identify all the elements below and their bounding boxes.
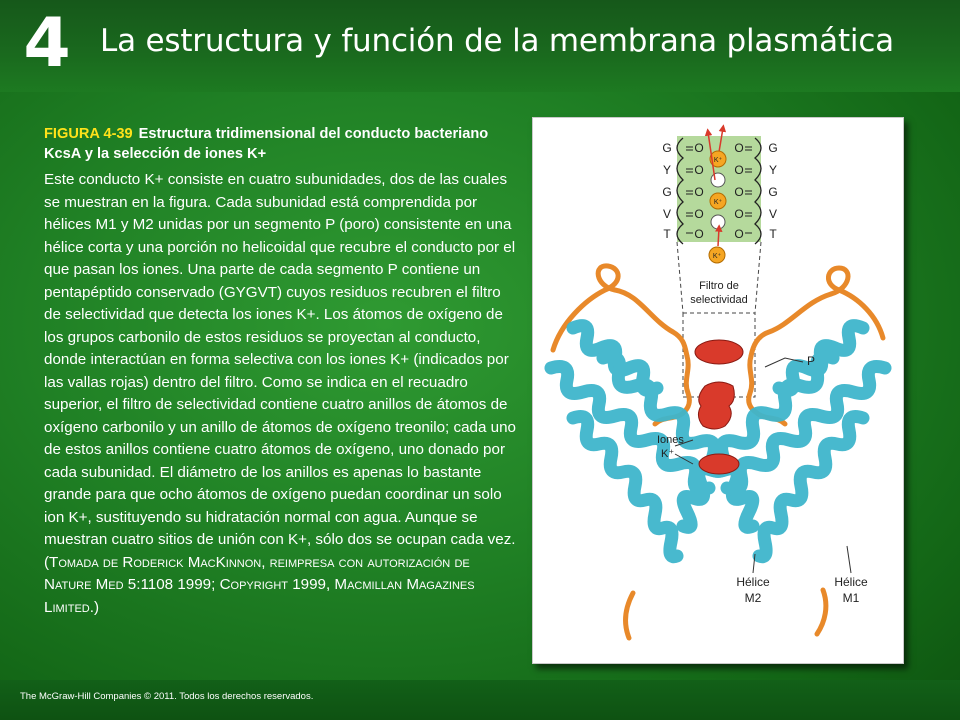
residue-labels-left bbox=[662, 141, 671, 241]
oxygen-label-right-3: O bbox=[734, 207, 744, 221]
oxygen-label-left-3: O bbox=[694, 207, 704, 221]
k-ion-3-label: K⁺ bbox=[712, 253, 722, 260]
oxygen-label-right-4: O bbox=[734, 227, 744, 241]
oxygen-label-right-1: O bbox=[734, 163, 744, 177]
residue-label-right-0: G bbox=[768, 141, 778, 155]
oxygen-label-left-1: O bbox=[694, 163, 704, 177]
body-paragraph bbox=[44, 169, 518, 619]
oxygen-label-left-2: O bbox=[694, 185, 704, 199]
k-ion-2-label: K⁺ bbox=[713, 199, 723, 206]
p-segment-label: P bbox=[807, 354, 816, 368]
helix-m1-label-line1: Hélice bbox=[834, 575, 868, 589]
helix-m1-label-line2: M1 bbox=[842, 591, 860, 605]
residue-label-left-3: V bbox=[662, 207, 672, 221]
residue-label-right-2: G bbox=[768, 185, 778, 199]
copyright-notice: The McGraw-Hill Companies © 2011. Todos los derechos reservados. bbox=[20, 691, 314, 702]
kcsa-diagram bbox=[533, 118, 903, 663]
oxygen-label-right-0: O bbox=[734, 141, 744, 155]
ion-fences bbox=[695, 340, 743, 474]
filter-label-line1: Filtro de bbox=[699, 280, 739, 292]
ion-entry-arrow bbox=[718, 228, 719, 246]
helix-m2-label-line2: M2 bbox=[744, 591, 762, 605]
oxygen-label-left-0: O bbox=[694, 141, 704, 155]
residue-label-left-2: G bbox=[662, 185, 672, 199]
figure-number: FIGURA 4-39 bbox=[44, 126, 133, 142]
residue-labels-right bbox=[768, 141, 777, 241]
residue-label-left-0: G bbox=[662, 141, 672, 155]
figure-caption bbox=[44, 124, 518, 164]
slide-title: La estructura y función de la membrana plasmática bbox=[100, 23, 894, 59]
residue-label-left-1: Y bbox=[662, 163, 672, 177]
k-ion-1-label: K⁺ bbox=[713, 157, 723, 164]
oxygen-label-right-2: O bbox=[734, 185, 744, 199]
figure-panel bbox=[532, 117, 904, 664]
chapter-number: 4 bbox=[23, 4, 71, 83]
citation: (Tomada de Roderick MacKinnon, reimpresa con autorización de Nature Med 5:1108 1999; Copyright 1999, Macmillan Magazines Limited.) bbox=[44, 553, 475, 616]
residue-label-right-1: Y bbox=[768, 163, 778, 177]
figure-title: Estructura tridimensional del conducto bacteriano KcsA y la selección de iones K+ bbox=[44, 126, 489, 162]
water-site-1 bbox=[711, 173, 725, 187]
residue-label-right-4: T bbox=[769, 227, 777, 241]
residue-label-left-4: T bbox=[663, 227, 671, 241]
water-site-2 bbox=[711, 215, 725, 229]
ions-label-line2: K⁺ bbox=[661, 448, 675, 460]
body-text: Este conducto K+ consiste en cuatro subunidades, dos de las cuales se muestran en la figura. Cada subunidad está comprendida por hélices M1 y M2 unidas por un segmento P (poro) consistente en una hélice corta y una porción no helicoidal que recubre el conducto por el que pasan los iones. Una parte de cada segmento P contiene un pentapéptido conservado (GYGVT) cuyos residuos recubren el filtro de selectividad que detecta los iones K+. Los átomos de oxígeno de los grupos carbonilo de estos residuos se proyectan al conducto, donde interactúan en forma selectiva con los iones K+ (indicados por las vallas rojas) dentro del filtro. Como se indica en el recuadro superior, el filtro de selectividad contiene cuatro anillos de átomos de oxígeno carbonilo y un anillo de átomos de oxígeno treonilo; cada uno de estos anillos contiene cuatro átomos de oxígeno, uno donado por cada subunidad. El diámetro de los anillos es apenas lo bastante grande para que ocho átomos de oxígeno puedan coordinar un solo ion K+, sustituyendo su hidratación normal con agua. Aunque se muestran cuatro sitios de unión con K+, sólo dos se ocupan cada vez. bbox=[44, 171, 516, 548]
oxygen-label-left-4: O bbox=[694, 227, 704, 241]
ions-label-line1: Iones bbox=[657, 434, 684, 446]
helix-m2-label-line1: Hélice bbox=[736, 575, 770, 589]
filter-label-line2: selectividad bbox=[690, 294, 748, 306]
residue-label-right-3: V bbox=[768, 207, 778, 221]
text-block bbox=[44, 124, 518, 619]
